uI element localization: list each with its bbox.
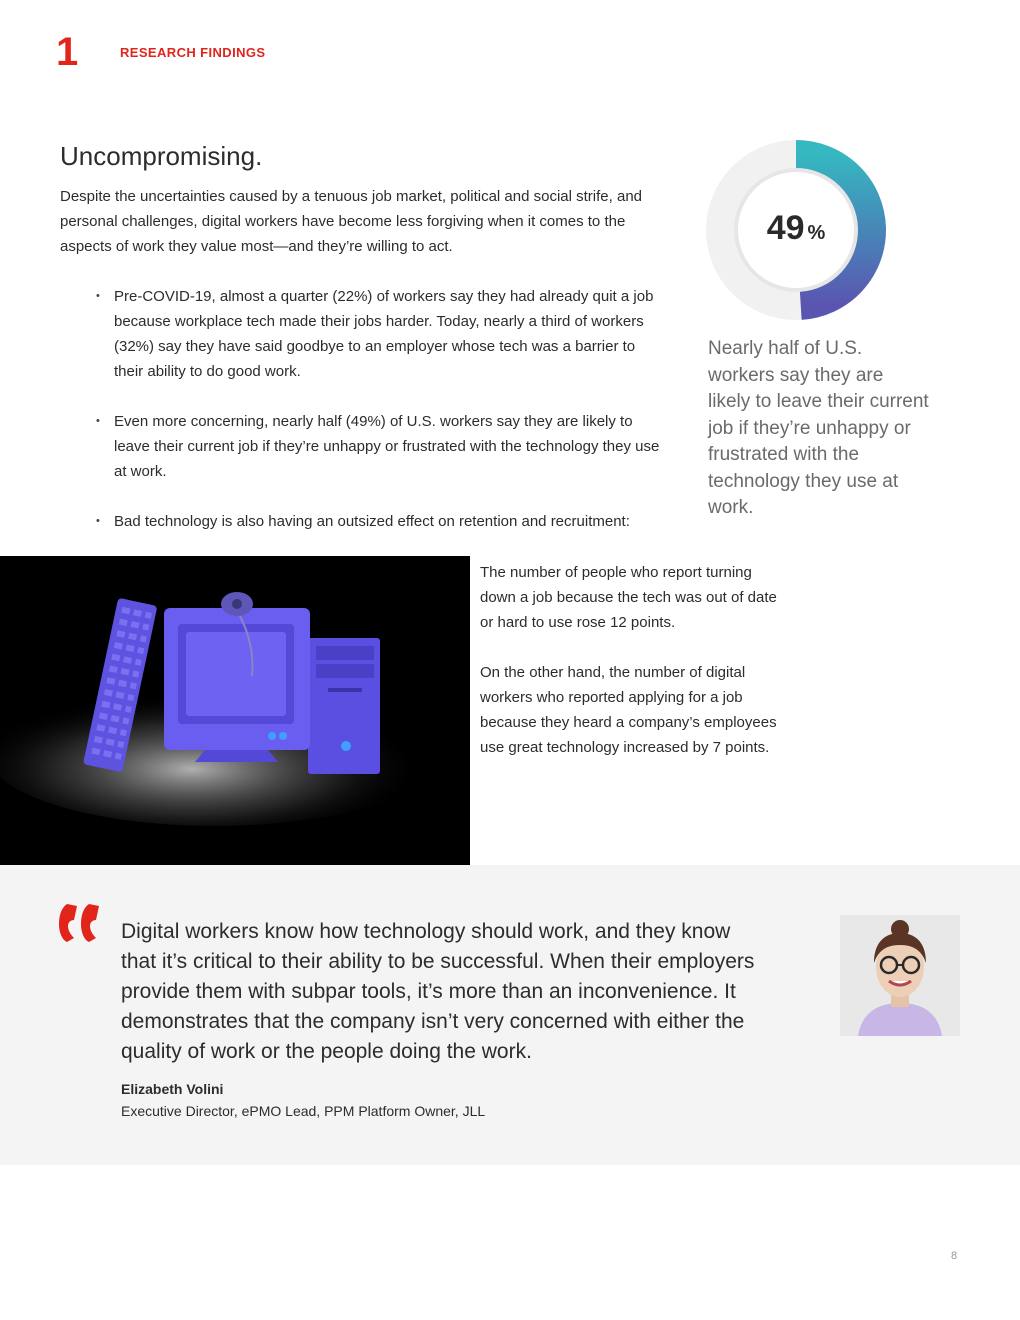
- person-portrait: [840, 915, 960, 1036]
- stat-number: 49: [766, 209, 805, 247]
- stat-value: [706, 206, 886, 255]
- intro-paragraph: Despite the uncertainties caused by a tenuous job market, political and social strife, and personal challenges, digital workers have become less forgiving when it comes to the aspects of work they value most—and they’re willing to act.: [60, 188, 642, 255]
- stat-caption: Nearly half of U.S. workers say they are likely to leave their current job if they’re unhappy or frustrated with the technology they use at work.: [708, 338, 929, 518]
- illustration-panel: [0, 556, 470, 865]
- retro-computer-illustration: [0, 556, 470, 865]
- chapter-number: 1: [56, 30, 79, 74]
- stat-unit: %: [807, 222, 826, 244]
- side-paragraph: The number of people who report turning down a job because the tech was out of date or hard to use rose 12 points.: [480, 564, 777, 631]
- finding-item: • Bad technology is also having an outsized effect on retention and recruitment:: [96, 509, 668, 534]
- quote-mark-icon: [58, 900, 104, 946]
- findings-list: [96, 284, 668, 559]
- author-portrait: [840, 915, 960, 1036]
- quote-author-title: Executive Director, ePMO Lead, PPM Platform Owner, JLL: [121, 1103, 486, 1119]
- finding-item: • Pre-COVID-19, almost a quarter (22%) of workers say they had already quit a job because workplace tech made their jobs harder. Today, nearly a third of workers (32%) say they have said goodbye to an employer whose tech was a barrier to their ability to do good work.: [96, 284, 668, 384]
- finding-item: • Even more concerning, nearly half (49%) of U.S. workers say they are likely to leave their current job if they’re unhappy or frustrated with the technology they use at work.: [96, 409, 668, 484]
- article-heading: Uncompromising.: [60, 141, 263, 171]
- section-label: RESEARCH FINDINGS: [120, 45, 266, 60]
- side-text: [480, 560, 780, 785]
- quote-text: Digital workers know how technology should work, and they know that it’s critical to their ability to be successful. When their employers provide them with subpar tools, it’s more than an inconvenience. It demonstrates that the company isn’t very concerned with either the quality of work or the people doing the work.: [121, 920, 755, 1063]
- quote-author-name: Elizabeth Volini: [121, 1081, 224, 1097]
- page-number: 8: [951, 1250, 958, 1262]
- side-paragraph: On the other hand, the number of digital workers who reported applying for a job because they heard a company’s employees use great technology increased by 7 points.: [480, 664, 777, 756]
